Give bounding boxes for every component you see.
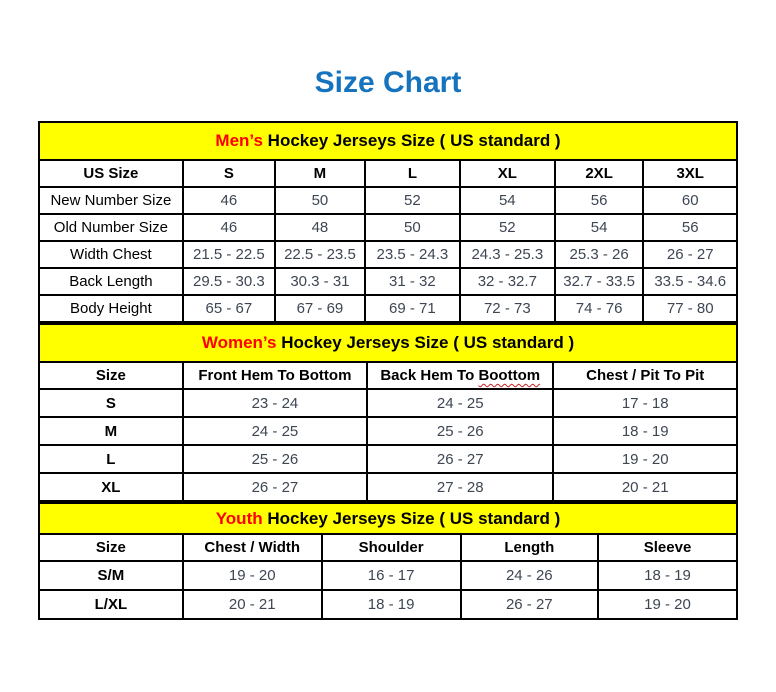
- size-value: 20 - 21: [553, 473, 737, 501]
- table-row: [39, 445, 737, 473]
- size-value: 24 - 25: [183, 417, 367, 445]
- womens-banner-highlight: Women’s: [201, 333, 277, 352]
- womens-section-banner: [39, 324, 737, 362]
- youth-column-header-2: Shoulder: [322, 534, 461, 561]
- table-row: [39, 187, 737, 214]
- size-value: 24 - 26: [461, 561, 599, 590]
- size-value: 27 - 28: [367, 473, 553, 501]
- size-value: 46: [183, 187, 275, 214]
- size-value: 50: [275, 187, 365, 214]
- size-value: 17 - 18: [553, 389, 737, 417]
- size-value: 32.7 - 33.5: [555, 268, 644, 295]
- youth-column-header-1: Chest / Width: [183, 534, 322, 561]
- womens-column-header-3: Chest / Pit To Pit: [553, 362, 737, 389]
- table-row: [39, 241, 737, 268]
- womens-column-header-1: Front Hem To Bottom: [183, 362, 367, 389]
- table-row: [39, 561, 737, 590]
- youth-column-header-3: Length: [461, 534, 599, 561]
- womens-row-label-2: L: [39, 445, 183, 473]
- youth-header-row: [39, 534, 737, 561]
- mens-row-label-3: Back Length: [39, 268, 183, 295]
- mens-column-header-6: 3XL: [643, 160, 737, 187]
- size-value: 24 - 25: [367, 389, 553, 417]
- mens-size-table: [38, 121, 738, 323]
- youth-row-label-1: L/XL: [39, 590, 183, 619]
- youth-size-table: [38, 502, 738, 620]
- womens-column-header-2: Back Hem To Boottom: [367, 362, 553, 389]
- youth-column-header-4: Sleeve: [598, 534, 737, 561]
- mens-column-header-3: L: [365, 160, 460, 187]
- size-value: 69 - 71: [365, 295, 460, 322]
- table-row: [39, 590, 737, 619]
- size-value: 32 - 32.7: [460, 268, 555, 295]
- table-row: [39, 214, 737, 241]
- size-value: 56: [555, 187, 644, 214]
- size-value: 18 - 19: [598, 561, 737, 590]
- mens-row-label-4: Body Height: [39, 295, 183, 322]
- size-value: 26 - 27: [367, 445, 553, 473]
- size-value: 20 - 21: [183, 590, 322, 619]
- mens-column-header-2: M: [275, 160, 365, 187]
- size-value: 48: [275, 214, 365, 241]
- size-value: 25 - 26: [367, 417, 553, 445]
- youth-banner-text: Hockey Jerseys Size ( US standard ): [262, 508, 561, 528]
- mens-section-banner: [39, 122, 737, 160]
- size-chart-tables: [38, 121, 738, 620]
- size-value: 18 - 19: [553, 417, 737, 445]
- mens-row-label-1: Old Number Size: [39, 214, 183, 241]
- size-value: 31 - 32: [365, 268, 460, 295]
- table-row: [39, 295, 737, 322]
- size-value: 25 - 26: [183, 445, 367, 473]
- size-value: 19 - 20: [183, 561, 322, 590]
- mens-banner-row: [39, 122, 737, 160]
- mens-column-header-4: XL: [460, 160, 555, 187]
- size-value: 65 - 67: [183, 295, 275, 322]
- size-value: 52: [460, 214, 555, 241]
- mens-row-label-0: New Number Size: [39, 187, 183, 214]
- mens-column-header-1: S: [183, 160, 275, 187]
- size-value: 18 - 19: [322, 590, 461, 619]
- size-value: 21.5 - 22.5: [183, 241, 275, 268]
- size-value: 67 - 69: [275, 295, 365, 322]
- mens-header-row: [39, 160, 737, 187]
- size-value: 23 - 24: [183, 389, 367, 417]
- size-value: 26 - 27: [643, 241, 737, 268]
- mens-row-label-2: Width Chest: [39, 241, 183, 268]
- size-value: 22.5 - 23.5: [275, 241, 365, 268]
- mens-column-header-5: 2XL: [555, 160, 644, 187]
- youth-row-label-0: S/M: [39, 561, 183, 590]
- size-value: 19 - 20: [553, 445, 737, 473]
- size-value: 30.3 - 31: [275, 268, 365, 295]
- size-value: 26 - 27: [183, 473, 367, 501]
- womens-row-label-1: M: [39, 417, 183, 445]
- womens-row-label-3: XL: [39, 473, 183, 501]
- womens-banner-text: Hockey Jerseys Size ( US standard ): [276, 333, 575, 352]
- size-value: 26 - 27: [461, 590, 599, 619]
- womens-row-label-0: S: [39, 389, 183, 417]
- size-value: 74 - 76: [555, 295, 644, 322]
- size-value: 72 - 73: [460, 295, 555, 322]
- page-title: Size Chart: [314, 66, 462, 99]
- size-value: 52: [365, 187, 460, 214]
- misspelled-word: Boottom: [478, 367, 541, 384]
- youth-banner-row: [39, 503, 737, 534]
- table-row: [39, 473, 737, 501]
- table-row: [39, 417, 737, 445]
- table-row: [39, 268, 737, 295]
- size-value: 56: [643, 214, 737, 241]
- mens-banner-highlight: Men’s: [215, 131, 263, 150]
- mens-banner-text: Hockey Jerseys Size ( US standard ): [262, 131, 561, 150]
- size-value: 50: [365, 214, 460, 241]
- size-value: 54: [555, 214, 644, 241]
- womens-size-table: [38, 323, 738, 502]
- womens-header-row: [39, 362, 737, 389]
- youth-column-header-0: Size: [39, 534, 183, 561]
- size-value: 16 - 17: [322, 561, 461, 590]
- size-value: 25.3 - 26: [555, 241, 644, 268]
- size-value: 19 - 20: [598, 590, 737, 619]
- womens-column-header-0: Size: [39, 362, 183, 389]
- size-value: 60: [643, 187, 737, 214]
- mens-column-header-0: US Size: [39, 160, 183, 187]
- youth-section-banner: [39, 503, 737, 534]
- table-row: [39, 389, 737, 417]
- womens-banner-row: [39, 324, 737, 362]
- size-value: 24.3 - 25.3: [460, 241, 555, 268]
- size-value: 54: [460, 187, 555, 214]
- size-value: 33.5 - 34.6: [643, 268, 737, 295]
- youth-banner-highlight: Youth: [215, 508, 263, 528]
- size-value: 29.5 - 30.3: [183, 268, 275, 295]
- size-value: 77 - 80: [643, 295, 737, 322]
- size-value: 23.5 - 24.3: [365, 241, 460, 268]
- size-value: 46: [183, 214, 275, 241]
